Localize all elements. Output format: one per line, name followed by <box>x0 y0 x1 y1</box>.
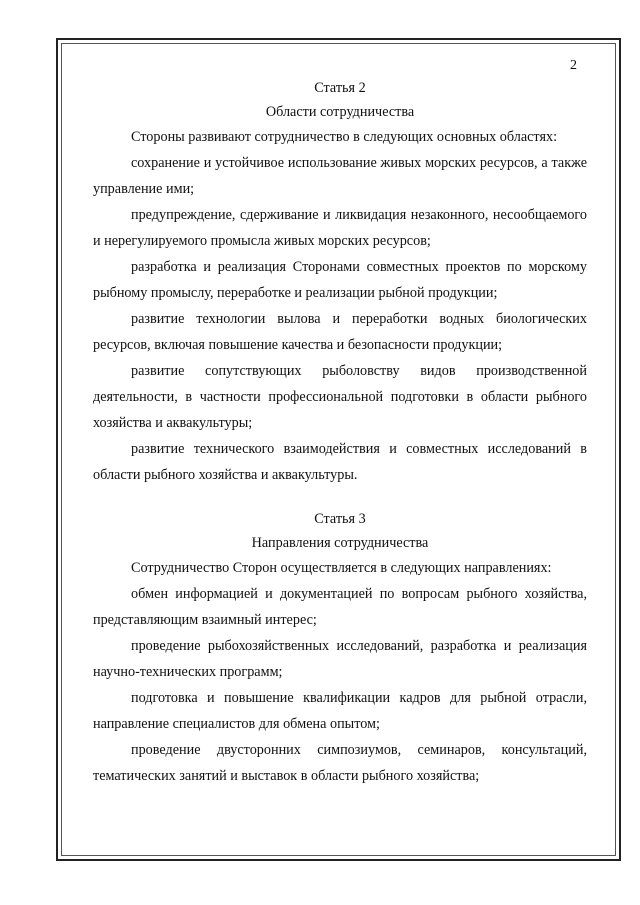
paragraph: развитие технологии вылова и переработки водных биологических ресурсов, включая повышение качества и безопасности продукции; <box>93 311 587 353</box>
paragraph: Стороны развивают сотрудничество в следующих основных областях: <box>131 129 558 145</box>
article-3 <box>93 507 587 789</box>
paragraph: развитие технического взаимодействия и совместных исследований в области рыбного хозяйства и аквакультуры. <box>93 441 587 483</box>
paragraph: подготовка и повышение квалификации кадров для рыбной отрасли, направление специалистов для обмена опытом; <box>93 690 587 732</box>
document-body <box>93 76 587 789</box>
paragraph: сохранение и устойчивое использование живых морских ресурсов, а также управление ими; <box>93 155 587 197</box>
article-3-title: Направления сотрудничества <box>251 535 429 551</box>
article-2-title: Области сотрудничества <box>265 104 415 120</box>
paragraph: разработка и реализация Сторонами совместных проектов по морскому рыбному промыслу, переработке и реализации рыбной продукции; <box>93 259 587 301</box>
paragraph: развитие сопутствующих рыболовству видов производственной деятельности, в частности профессиональной подготовки в области рыбного хозяйства и аквакультуры; <box>93 363 587 431</box>
paragraph: проведение двусторонних симпозиумов, семинаров, консультаций, тематических занятий и выставок в области рыбного хозяйства; <box>93 742 587 784</box>
paragraph: обмен информацией и документацией по вопросам рыбного хозяйства, представляющим взаимный интерес; <box>93 586 587 628</box>
article-2 <box>93 76 587 488</box>
section-gap <box>93 488 587 507</box>
paragraph: предупреждение, сдерживание и ликвидация незаконного, несообщаемого и нерегулируемого промысла живых морских ресурсов; <box>93 207 587 249</box>
article-2-number: Статья 2 <box>314 80 366 96</box>
article-3-number: Статья 3 <box>314 511 366 527</box>
paragraph: Сотрудничество Сторон осуществляется в следующих направлениях: <box>131 560 552 576</box>
page-number: 2 <box>570 58 577 73</box>
paragraph: проведение рыбохозяйственных исследований, разработка и реализация научно-технических программ; <box>93 638 587 680</box>
